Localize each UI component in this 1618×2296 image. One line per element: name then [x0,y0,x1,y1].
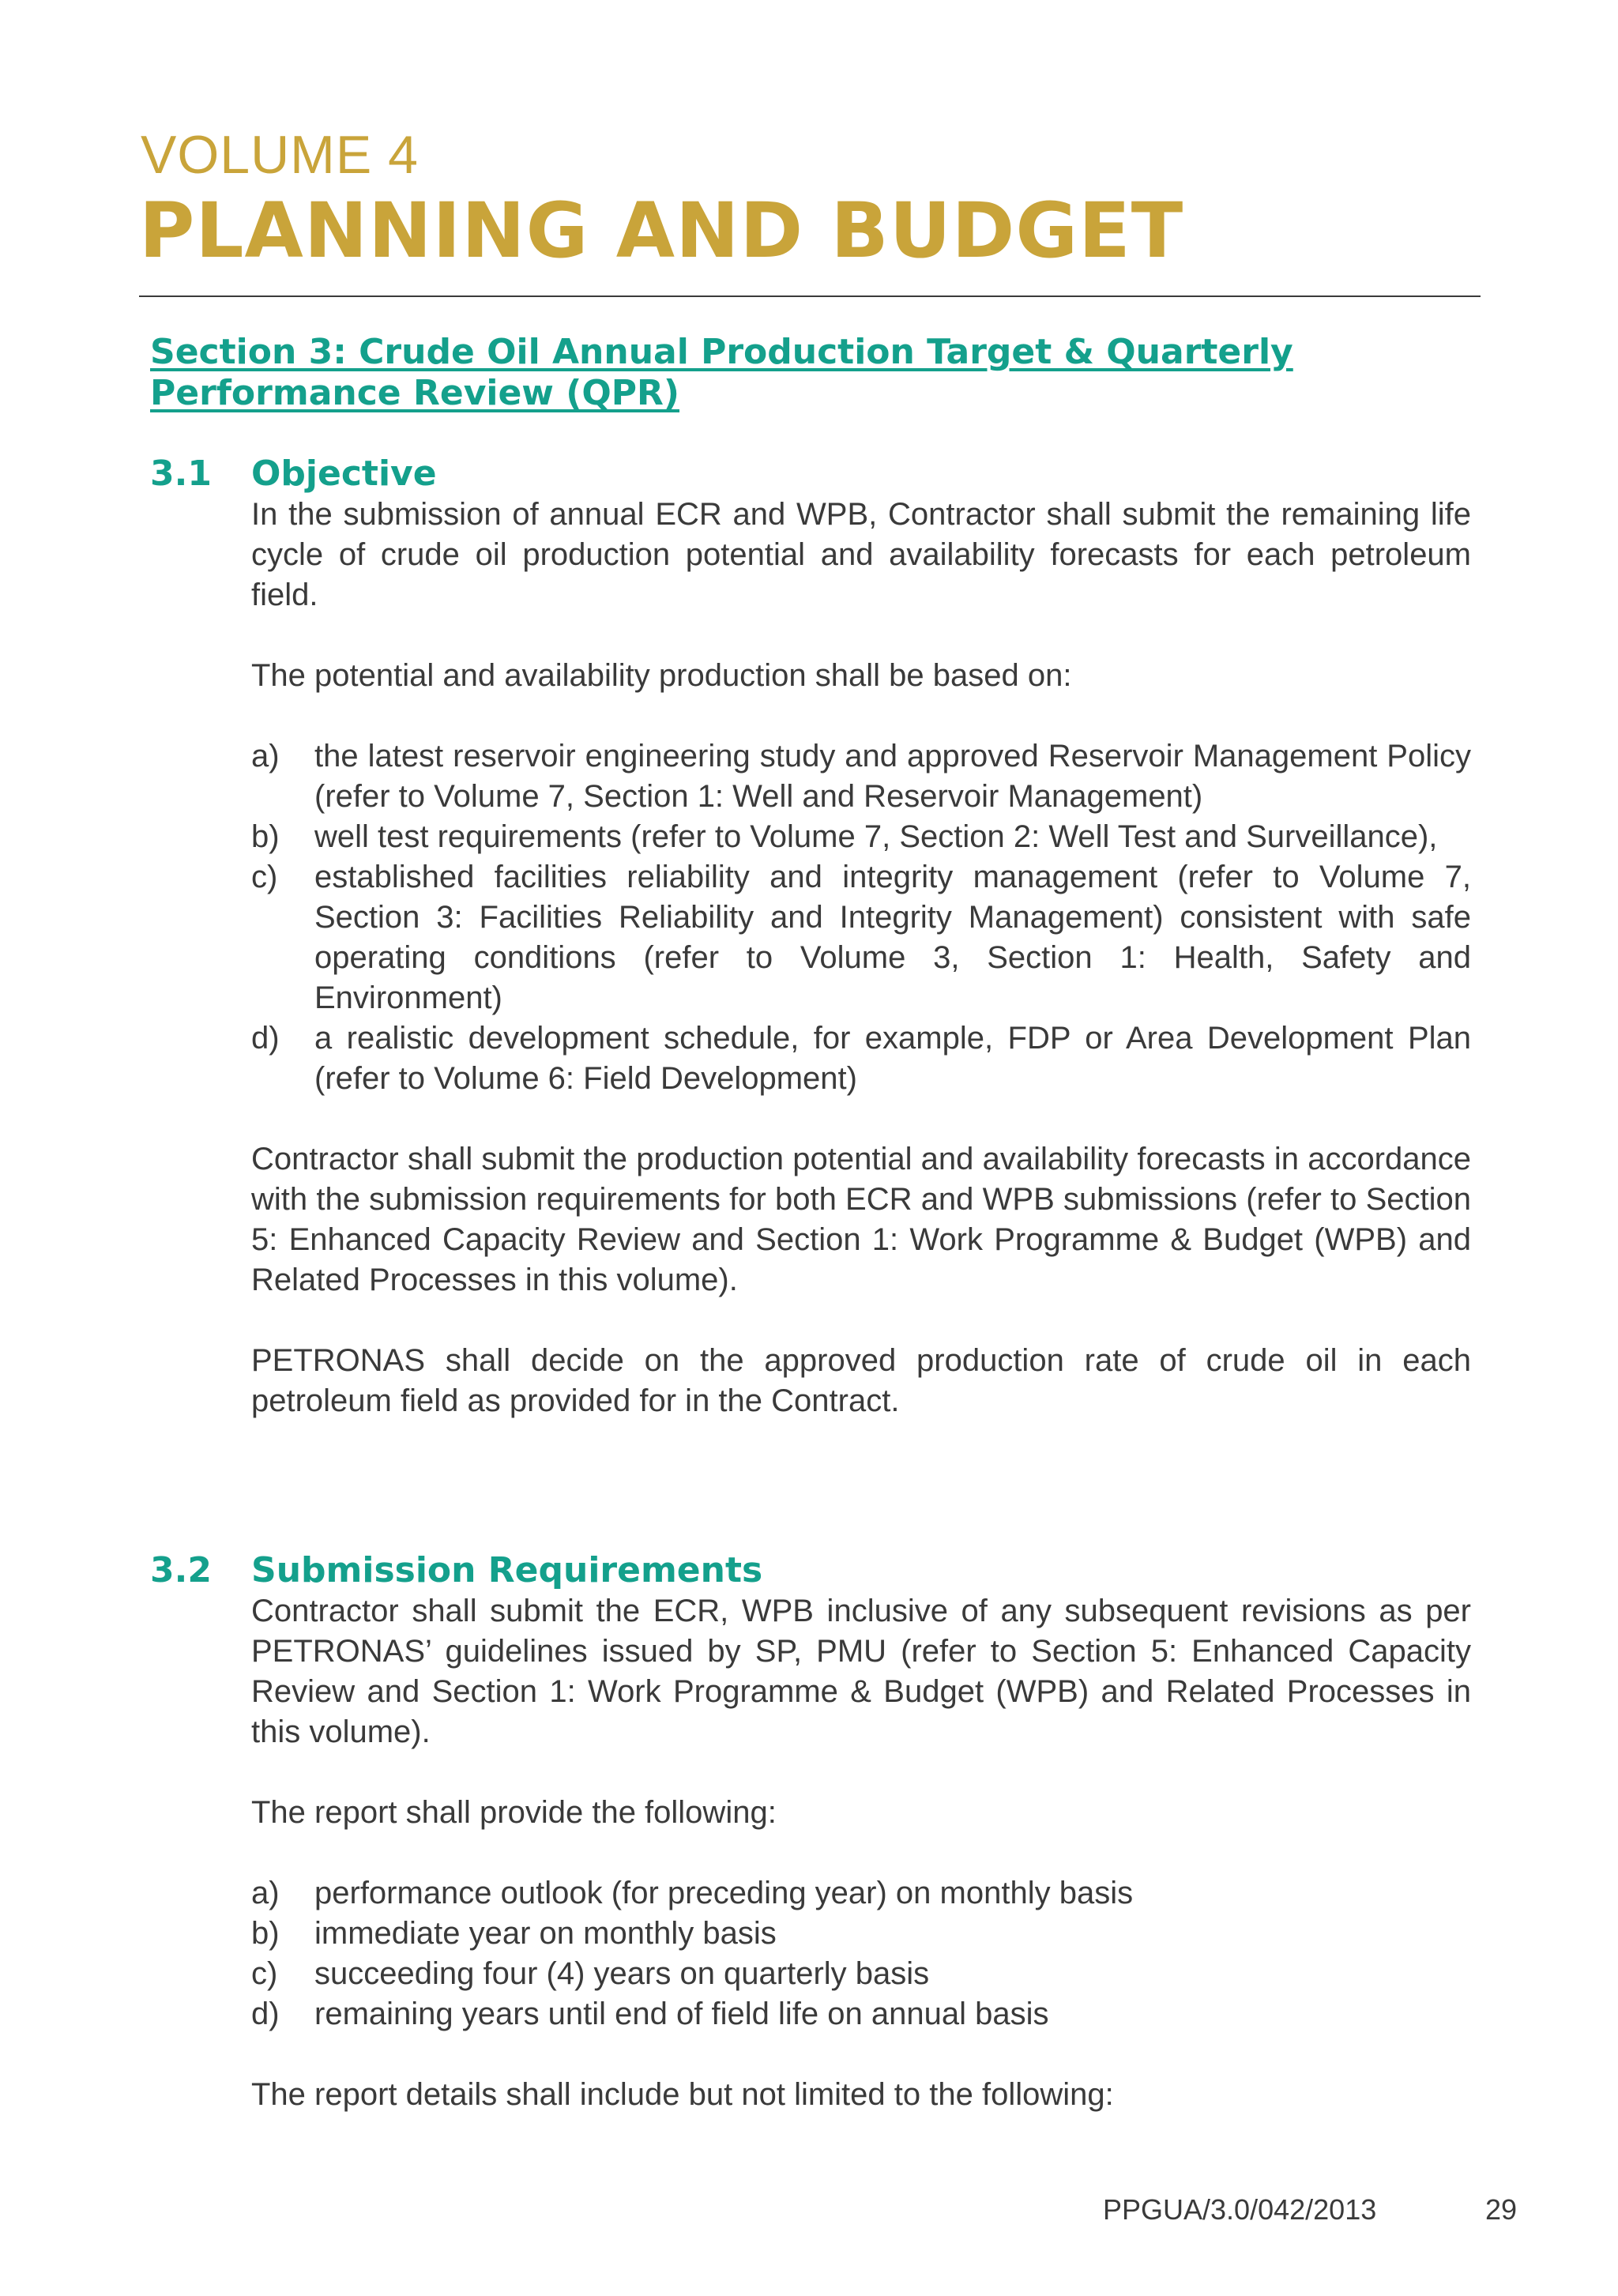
list-item-text: a realistic development schedule, for example, FDP or Area Development Plan (refer to Volume 6: Field Development) [314,1021,1471,1096]
subsection-objective [150,454,1471,1421]
page-title: PLANNING AND BUDGET [139,186,1184,275]
paragraph: Contractor shall submit the ECR, WPB inclusive of any subsequent revisions as per PETRONAS’ guidelines issued by SP, PMU (refer to Section 5: Enhanced Capacity Review and Section 1: Work Programme & Budget (WPB) and Related Processes in this volume). [251,1594,1471,1749]
subsection-submission-requirements [150,1550,1471,2115]
basis-list [251,736,1471,1099]
subsection-body [251,495,1471,1421]
list-item-text: the latest reservoir engineering study and approved Reservoir Management Policy (refer to Volume 7, Section 1: Well and Reservoir Management) [314,739,1471,814]
report-periods-list [251,1873,1471,2034]
list-item [251,1914,1471,1954]
list-marker: a) [251,1876,280,1910]
list-item [251,817,1471,857]
paragraph: Contractor shall submit the production potential and availability forecasts in accordance with the submission requirements for both ECR and WPB submissions (refer to Section 5: Enhanced Capacity Review and Section 1: Work Programme & Budget (WPB) and Related Processes in this volume). [251,1142,1471,1297]
section-heading: Section 3: Crude Oil Annual Production Target & Quarterly Performance Review (QPR) [150,332,1293,413]
list-item [251,857,1471,1018]
header-divider [139,295,1481,297]
subsection-heading [150,1550,1471,1591]
list-item-text: succeeding four (4) years on quarterly basis [314,1956,930,1991]
paragraph: The report details shall include but not limited to the following: [251,2077,1114,2112]
list-marker: c) [251,860,278,894]
list-item-text: remaining years until end of field life on annual basis [314,1997,1049,2031]
list-marker: d) [251,1021,280,1056]
list-item [251,1018,1471,1099]
list-marker: b) [251,819,280,854]
list-marker: d) [251,1997,280,2031]
paragraph: PETRONAS shall decide on the approved production rate of crude oil in each petroleum field as provided for in the Contract. [251,1343,1471,1418]
page-number: 29 [1485,2193,1518,2226]
list-marker: a) [251,739,280,773]
subsection-title: Objective [251,454,437,494]
subsection-body [251,1591,1471,2115]
subsection-heading [150,454,1471,495]
subsection-title: Submission Requirements [251,1550,763,1590]
list-item [251,1954,1471,1994]
paragraph: The report shall provide the following: [251,1795,777,1830]
document-code: PPGUA/3.0/042/2013 [1103,2193,1377,2226]
list-marker: b) [251,1916,280,1951]
paragraph: In the submission of annual ECR and WPB, Contractor shall submit the remaining life cycle of crude oil production potential and availability forecasts for each petroleum field. [251,497,1471,612]
list-item [251,1873,1471,1914]
list-item-text: performance outlook (for preceding year) on monthly basis [314,1876,1134,1910]
list-item-text: immediate year on monthly basis [314,1916,777,1951]
list-item [251,1994,1471,2034]
volume-label: VOLUME 4 [141,125,419,185]
subsection-number: 3.2 [150,1550,212,1590]
list-item [251,736,1471,817]
list-item-text: established facilities reliability and integrity management (refer to Volume 7, Section 3: Facilities Reliability and Integrity Management) consistent with safe operating conditions (refer to Volume 3, Section 1: Health, Safety and Environment) [314,860,1471,1015]
paragraph: The potential and availability production shall be based on: [251,658,1072,693]
list-item-text: well test requirements (refer to Volume 7, Section 2: Well Test and Surveillance), [314,819,1438,854]
list-marker: c) [251,1956,278,1991]
subsection-number: 3.1 [150,454,212,494]
